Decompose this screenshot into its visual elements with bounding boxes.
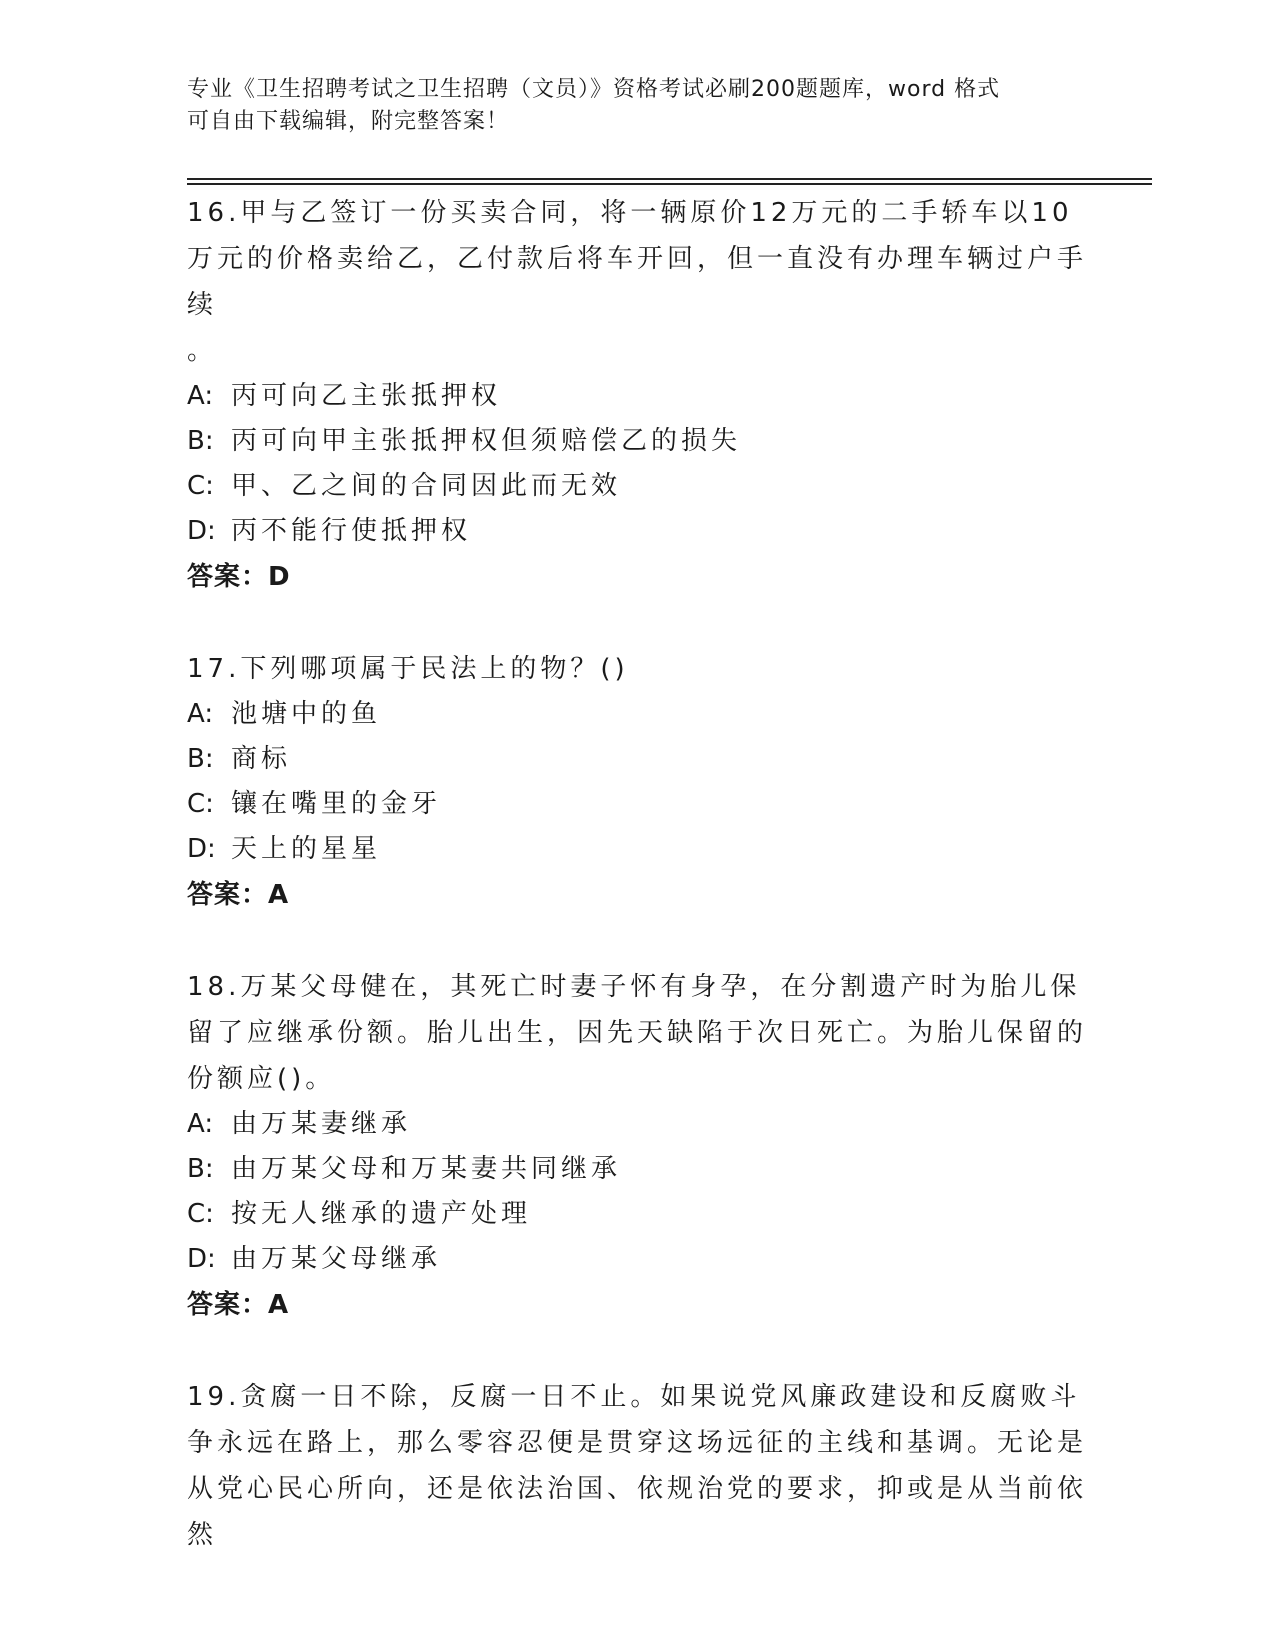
option-key: A: [187, 699, 214, 729]
option-text: 甲、乙之间的合同因此而无效 [231, 471, 622, 501]
option-text: 天上的星星 [231, 834, 382, 864]
answer-label: 答案：D [187, 562, 291, 592]
option-text: 丙可向甲主张抵押权但须赔偿乙的损失 [231, 426, 742, 456]
question-trailing-punctuation: 。 [187, 336, 214, 366]
option-b [187, 737, 1087, 782]
header-line-1: 专业《卫生招聘考试之卫生招聘（文员）》资格考试必刷200题题库，word 格式 [187, 77, 1001, 102]
option-key: A: [187, 381, 214, 411]
option-text: 池塘中的鱼 [231, 699, 382, 729]
document-header [187, 74, 1087, 138]
option-c [187, 464, 1087, 509]
question-17 [187, 646, 1087, 918]
header-divider-bottom [187, 183, 1152, 185]
question-16 [187, 190, 1087, 600]
question-list [187, 190, 1087, 1604]
option-a [187, 374, 1087, 419]
option-text: 由万某父母继承 [231, 1244, 442, 1274]
option-key: B: [187, 1154, 214, 1184]
option-key: B: [187, 744, 214, 774]
option-d [187, 1237, 1087, 1282]
option-key: C: [187, 789, 214, 819]
option-c [187, 782, 1087, 827]
option-key: A: [187, 1109, 214, 1139]
option-text: 丙不能行使抵押权 [231, 516, 472, 546]
option-a [187, 1102, 1087, 1147]
option-d [187, 827, 1087, 872]
option-key: D: [187, 1244, 216, 1274]
option-text: 按无人继承的遗产处理 [231, 1199, 532, 1229]
option-c [187, 1192, 1087, 1237]
header-line-2: 可自由下载编辑，附完整答案！ [187, 109, 510, 134]
question-text: 16.甲与乙签订一份买卖合同，将一辆原价12万元的二手轿车以10万元的价格卖给乙，乙付款后将车开回，但一直没有办理车辆过户手续 [187, 198, 1088, 320]
question-19 [187, 1374, 1087, 1558]
option-text: 镶在嘴里的金牙 [231, 789, 442, 819]
option-key: D: [187, 516, 216, 546]
header-divider-top [187, 178, 1152, 180]
option-d [187, 509, 1087, 554]
question-text: 17.下列哪项属于民法上的物？() [187, 654, 629, 684]
option-key: C: [187, 1199, 214, 1229]
option-b [187, 1147, 1087, 1192]
question-18 [187, 964, 1087, 1328]
option-key: B: [187, 426, 214, 456]
question-text: 19.贪腐一日不除，反腐一日不止。如果说党风廉政建设和反腐败斗争永远在路上，那么零容忍便是贯穿这场远征的主线和基调。无论是从党心民心所向，还是依法治国、依规治党的要求，抑或是从当前依然 [187, 1382, 1088, 1550]
option-text: 商标 [231, 744, 292, 774]
option-text: 由万某妻继承 [231, 1109, 412, 1139]
option-key: D: [187, 834, 216, 864]
option-text: 由万某父母和万某妻共同继承 [231, 1154, 622, 1184]
answer-label: 答案：A [187, 880, 290, 910]
question-text: 18.万某父母健在，其死亡时妻子怀有身孕，在分割遗产时为胎儿保留了应继承份额。胎儿出生，因先天缺陷于次日死亡。为胎儿保留的份额应()。 [187, 972, 1088, 1094]
answer-label: 答案：A [187, 1290, 290, 1320]
option-b [187, 419, 1087, 464]
option-text: 丙可向乙主张抵押权 [231, 381, 502, 411]
option-a [187, 692, 1087, 737]
option-key: C: [187, 471, 214, 501]
